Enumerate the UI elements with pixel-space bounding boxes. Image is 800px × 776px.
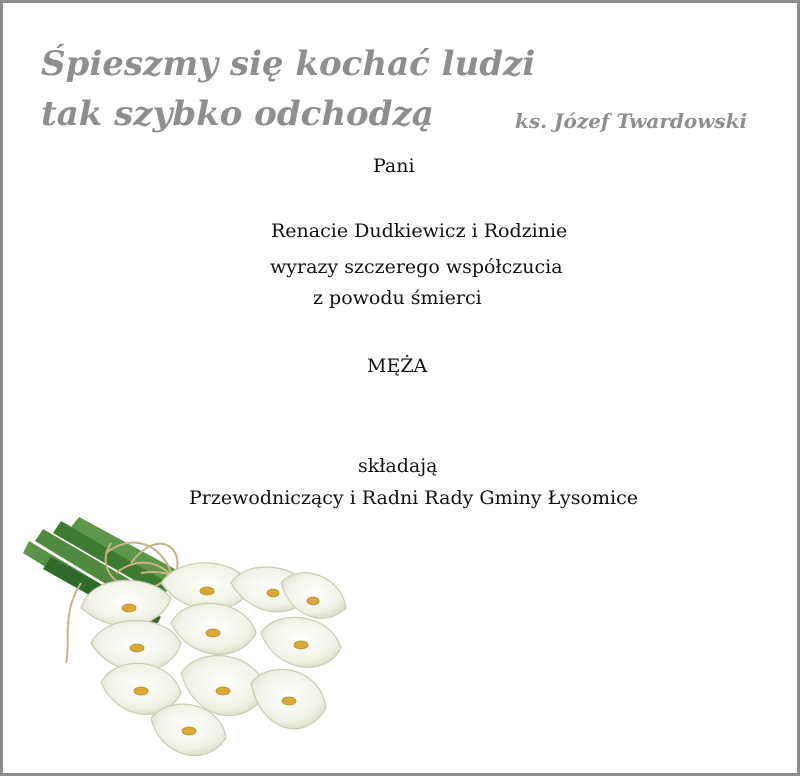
recipient-name: Renacie Dudkiewicz i Rodzinie	[271, 220, 568, 242]
salutation: Pani	[373, 155, 415, 177]
quote-line-1: Śpieszmy się kochać ludzi	[41, 44, 536, 84]
offered-by-label: składają	[358, 455, 438, 477]
condolence-line-2: z powodu śmierci	[313, 287, 482, 309]
sender-name: Przewodniczący i Radni Rady Gminy Łysomice	[189, 487, 638, 509]
condolence-line-1: wyrazy szczerego współczucia	[270, 256, 563, 278]
quote-line-2: tak szybko odchodzą	[41, 94, 434, 134]
quote-author: ks. Józef Twardowski	[515, 109, 748, 133]
deceased-relation: MĘŻA	[367, 355, 428, 377]
calla-lily-bouquet-icon	[21, 513, 381, 775]
